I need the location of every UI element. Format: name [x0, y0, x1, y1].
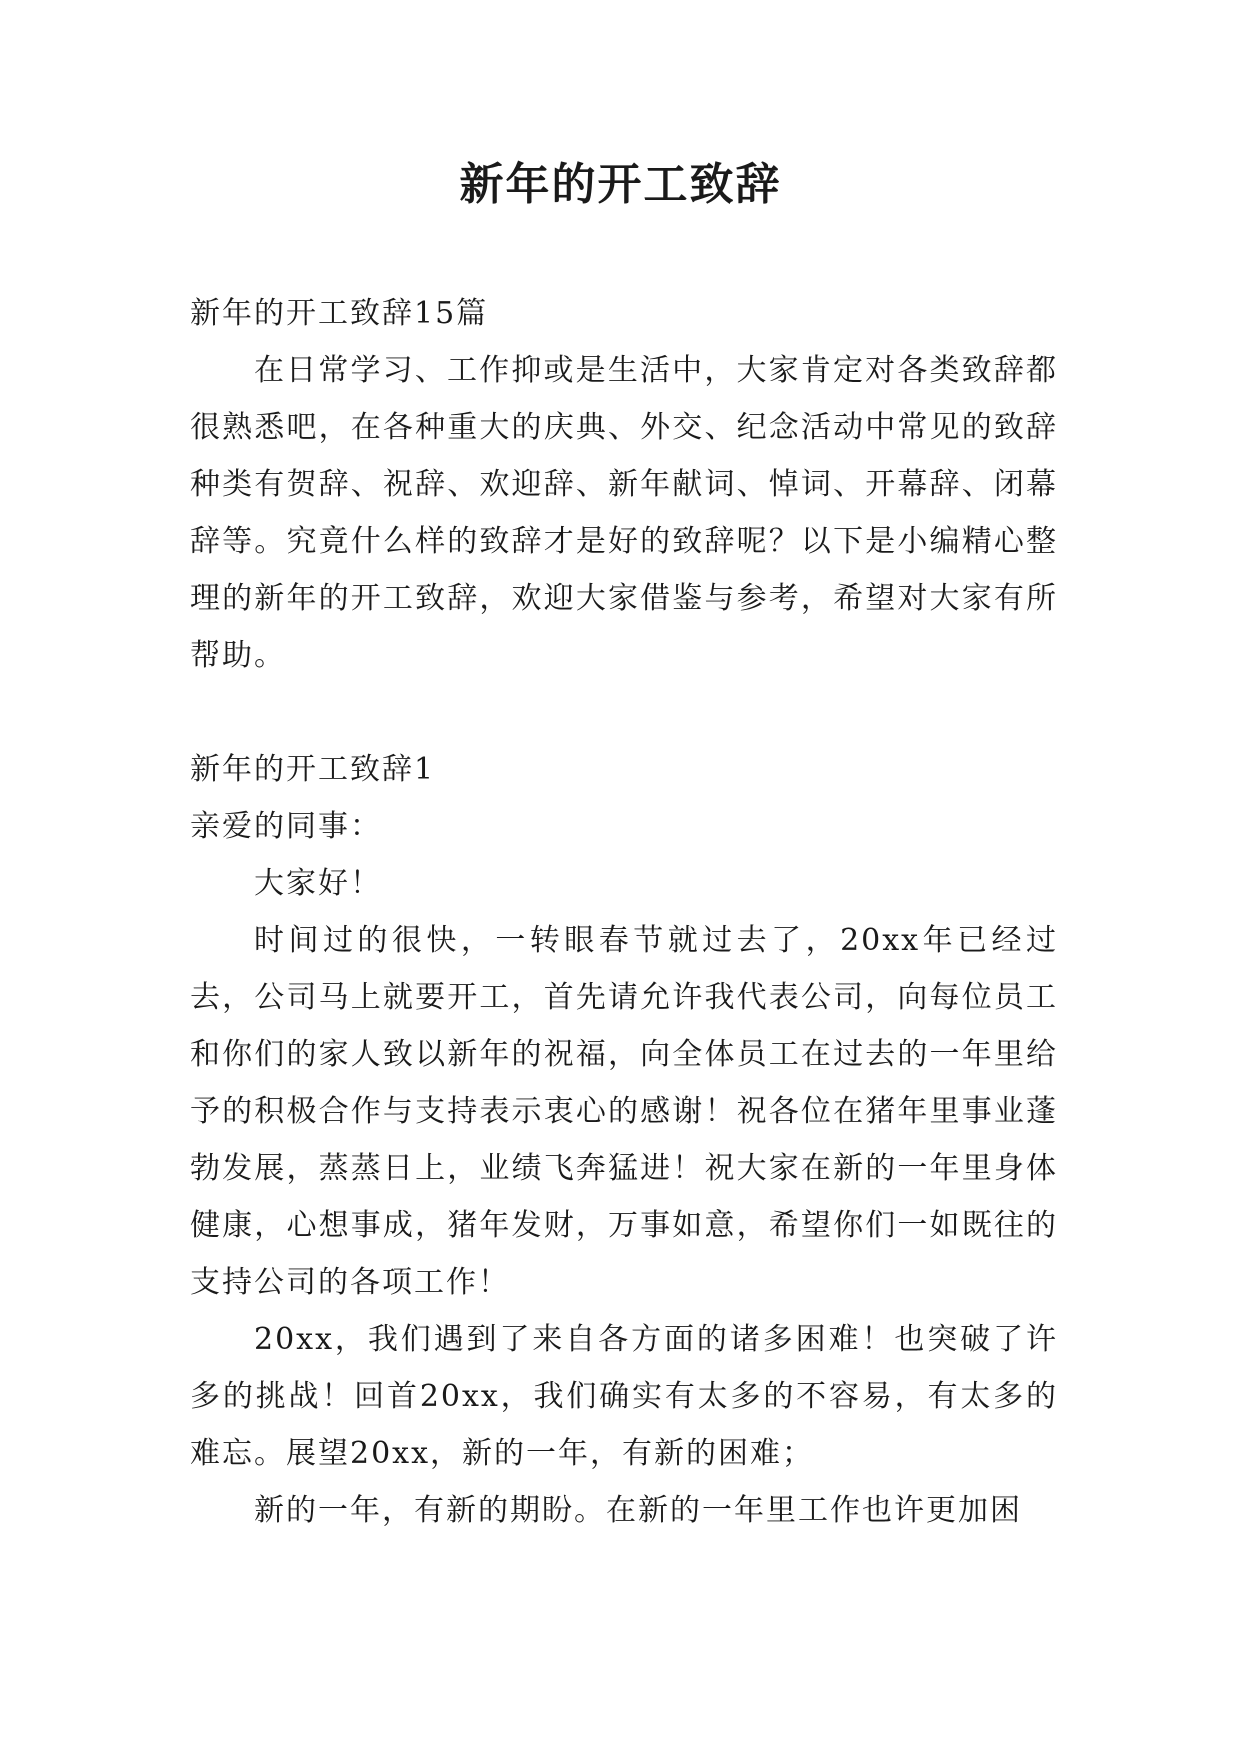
- body-paragraph-2: 20xx，我们遇到了来自各方面的诸多困难！也突破了许多的挑战！回首20xx，我们确实有太多的不容易，有太多的难忘。展望20xx，新的一年，有新的困难；: [190, 1322, 1058, 1471]
- intro-paragraph: 在日常学习、工作抑或是生活中，大家肯定对各类致辞都很熟悉吧，在各种重大的庆典、外交、纪念活动中常见的致辞种类有贺辞、祝辞、欢迎辞、新年献词、悼词、开幕辞、闭幕辞等。究竟什么样的致辞才是好的致辞呢？以下是小编精心整理的新年的开工致辞，欢迎大家借鉴与参考，希望对大家有所帮助。: [190, 353, 1058, 673]
- salutation: 亲爱的同事：: [190, 809, 382, 844]
- document-title: 新年的开工致辞: [459, 159, 782, 210]
- section-heading: 新年的开工致辞1: [190, 752, 436, 787]
- collection-title: 新年的开工致辞15篇: [190, 296, 489, 331]
- paragraph-spacer: [190, 684, 1058, 741]
- document-body: [190, 285, 1058, 1539]
- body-paragraph-3: 新的一年，有新的期盼。在新的一年里工作也许更加困: [254, 1493, 1022, 1528]
- body-paragraph-1: 时间过的很快，一转眼春节就过去了，20xx年已经过去，公司马上就要开工，首先请允许我代表公司，向每位员工和你们的家人致以新年的祝福，向全体员工在过去的一年里给予的积极合作与支持表示衷心的感谢！祝各位在猪年里事业蓬勃发展，蒸蒸日上，业绩飞奔猛进！祝大家在新的一年里身体健康，心想事成，猪年发财，万事如意，希望你们一如既往的支持公司的各项工作！: [190, 923, 1058, 1300]
- greeting: 大家好！: [254, 866, 382, 901]
